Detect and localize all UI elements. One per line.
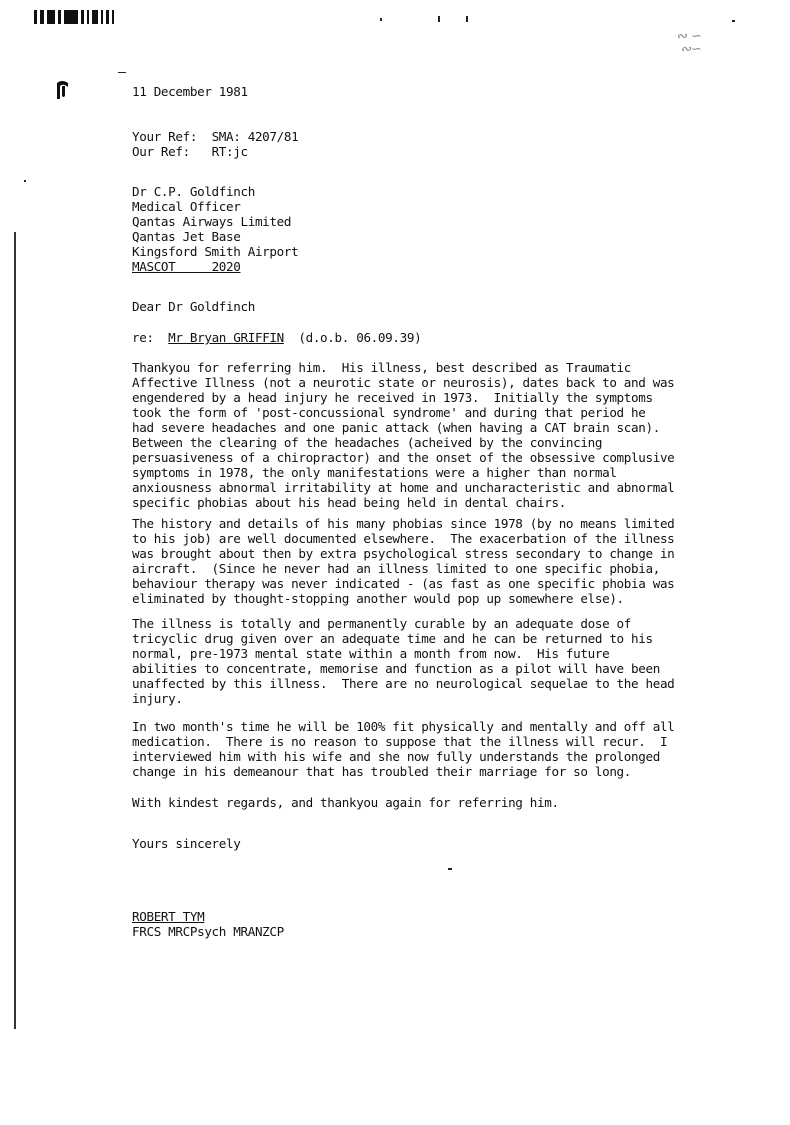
paragraph-line: anxiousness abnormal irritability at home and uncharacteristic and abnormal <box>132 480 675 495</box>
body-paragraph-4 <box>132 719 674 779</box>
body-paragraph-2 <box>132 516 674 606</box>
patient-dob: (d.o.b. 06.09.39) <box>298 330 422 345</box>
address-line: Kingsford Smith Airport <box>132 244 299 259</box>
paragraph-line: behaviour therapy was never indicated - (as fast as one specific phobia was <box>132 576 675 591</box>
address-postcode: 2020 <box>211 259 241 274</box>
paragraph-line: took the form of 'post-concussional syndrome' and during that period he <box>132 405 646 420</box>
speck <box>448 868 452 870</box>
paragraph-line: aircraft. (Since he never had an illness limited to one specific phobia, <box>132 561 660 576</box>
paragraph-line: had severe headaches and one panic attack (when having a CAT brain scan). <box>132 420 660 435</box>
paragraph-line: persuasiveness of a chiropractor) and the onset of the obsessive complusive <box>132 450 675 465</box>
margin-line <box>14 232 16 1029</box>
address-line: Dr C.P. Goldfinch <box>132 184 255 199</box>
sign-off: Yours sincerely <box>132 836 241 851</box>
paragraph-line: Affective Illness (not a neurotic state or neurosis), dates back to and was <box>132 375 675 390</box>
margin-scribble: ∾ ∽ ∾∽ <box>676 29 702 57</box>
paragraph-line: was brought about then by extra psychological stress secondary to change in <box>132 546 675 561</box>
subject-line <box>132 330 421 345</box>
patient-name: Mr Bryan GRIFFIN <box>168 330 284 345</box>
signatory-qualifications: FRCS MRCPsych MRANZCP <box>132 924 284 939</box>
your-ref-value: SMA: 4207/81 <box>211 129 299 144</box>
paragraph-line: normal, pre-1973 mental state within a month from now. His future <box>132 646 610 661</box>
paragraph-line: unaffected by this illness. There are no neurological sequelae to the head <box>132 676 675 691</box>
address-line: Qantas Jet Base <box>132 229 241 244</box>
paragraph-line: medication. There is no reason to suppose that the illness will recur. I <box>132 734 668 749</box>
speck <box>24 180 26 182</box>
body-paragraph-1 <box>132 360 674 510</box>
paragraph-line: tricyclic drug given over an adequate time and he can be returned to his <box>132 631 653 646</box>
paragraph-line: specific phobias about his head being held in dental chairs. <box>132 495 566 510</box>
your-ref-label: Your Ref: <box>132 129 198 144</box>
letterhead-logo-icon <box>54 80 70 100</box>
paragraph-line: symptoms in 1978, the only manifestations were a higher than normal <box>132 465 617 480</box>
paragraph-line: eliminated by thought-stopping another would pop up somewhere else). <box>132 591 624 606</box>
address-line: Medical Officer <box>132 199 241 214</box>
paragraph-line: abilities to concentrate, memorise and function as a pilot will have been <box>132 661 660 676</box>
paragraph-line: change in his demeanour that has troubled their marriage for so long. <box>132 764 632 779</box>
paragraph-line: The illness is totally and permanently curable by an adequate dose of <box>132 616 632 631</box>
address-line: Qantas Airways Limited <box>132 214 292 229</box>
our-ref-label: Our Ref: <box>132 144 190 159</box>
paragraph-line: In two month's time he will be 100% fit physically and mentally and off all <box>132 719 675 734</box>
your-ref <box>132 129 298 144</box>
paragraph-line: engendered by a head injury he received in 1973. Initially the symptoms <box>132 390 653 405</box>
paragraph-line: Between the clearing of the headaches (acheived by the convincing <box>132 435 603 450</box>
our-ref <box>132 144 248 159</box>
subject-label: re: <box>132 330 154 345</box>
our-ref-value: RT:jc <box>211 144 248 159</box>
letter-date: 11 December 1981 <box>132 84 248 99</box>
closing-line: With kindest regards, and thankyou again for referring him. <box>132 795 559 810</box>
address-city-line <box>132 259 298 274</box>
salutation: Dear Dr Goldfinch <box>132 299 255 314</box>
top-barcode <box>34 10 117 24</box>
recipient-address <box>132 184 298 274</box>
speck <box>466 16 468 22</box>
signatory-name: ROBERT TYM <box>132 909 205 924</box>
paragraph-line: Thankyou for referring him. His illness, best described as Traumatic <box>132 360 632 375</box>
paragraph-line: The history and details of his many phobias since 1978 (by no means limited <box>132 516 675 531</box>
body-paragraph-3 <box>132 616 674 706</box>
speck <box>438 16 440 22</box>
speck <box>118 72 126 73</box>
paragraph-line: interviewed him with his wife and she now fully understands the prolonged <box>132 749 660 764</box>
speck <box>732 20 735 22</box>
paragraph-line: to his job) are well documented elsewhere. The exacerbation of the illness <box>132 531 675 546</box>
speck <box>380 18 382 21</box>
paragraph-line: injury. <box>132 691 183 706</box>
address-city: MASCOT <box>132 259 176 274</box>
